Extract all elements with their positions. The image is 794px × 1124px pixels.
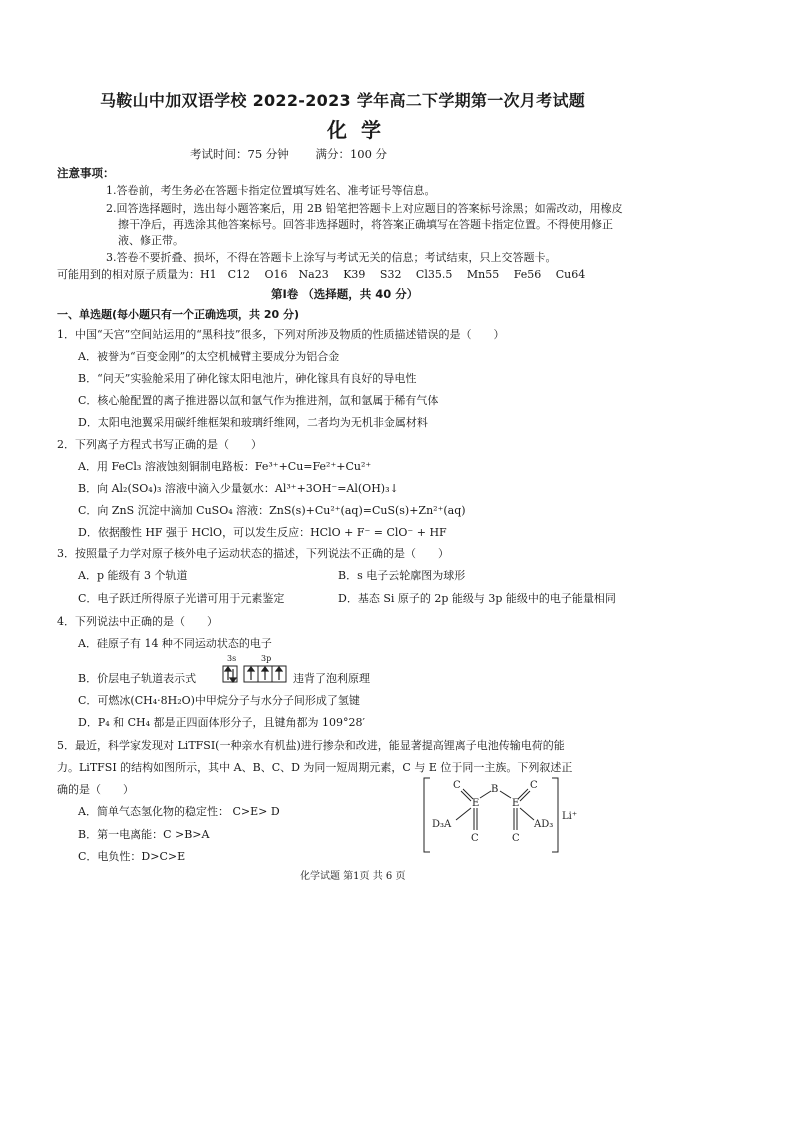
orbital-boxes bbox=[222, 664, 302, 688]
q2-option-b: B．向 Al₂(SO₄)₃ 溶液中滴入少量氨水：Al³⁺+3OH⁻=Al(OH)₃↓ bbox=[78, 482, 399, 495]
q5-option-a: A．简单气态氢化物的稳定性： C>E> D bbox=[78, 805, 280, 818]
q5-stem-3: 确的是（ ） bbox=[57, 783, 134, 796]
q5-stem-2: 力。LiTFSI 的结构如图所示，其中 A、B、C、D 为同一短周期元素，C 与 E 位于同一主族。下列叙述正 bbox=[57, 761, 573, 774]
q3-option-a: A．p 能级有 3 个轨道 bbox=[78, 569, 188, 582]
notes-heading: 注意事项： bbox=[57, 166, 115, 180]
q2-stem: 2．下列离子方程式书写正确的是（ ） bbox=[57, 438, 262, 451]
note-2c: 液、修正带。 bbox=[118, 234, 184, 247]
exam-info: 考试时间：75 分钟 满分：100 分 bbox=[190, 147, 388, 161]
structure-ad3: AD₃ bbox=[534, 819, 554, 830]
q1-stem: 1．中国“天宫”空间站运用的“黑科技”很多，下列对所涉及物质的性质描述错误的是（ ） bbox=[57, 328, 505, 341]
structure-e-left: E bbox=[472, 798, 480, 809]
structure-c-top-left: C bbox=[453, 780, 461, 791]
note-2b: 擦干净后，再选涂其他答案标号。回答非选择题时，将答案正确填写在答题卡指定位置。不得使用修正 bbox=[118, 218, 613, 231]
structure-c-bottom-right: C bbox=[512, 833, 520, 844]
page-footer: 化学试题 第1页 共 6 页 bbox=[300, 871, 406, 882]
q4-option-b-suffix: 违背了泡利原理 bbox=[293, 672, 370, 685]
q4-option-b-prefix: B．价层电子轨道表示式 bbox=[78, 672, 197, 685]
subject-title: 化学 bbox=[327, 118, 395, 142]
q2-option-a: A．用 FeCl₃ 溶液蚀刻铜制电路板：Fe³⁺+Cu=Fe²⁺+Cu²⁺ bbox=[78, 460, 372, 473]
orbital-diagram bbox=[222, 654, 302, 688]
q4-option-d: D．P₄ 和 CH₄ 都是正四面体形分子，且键角都为 109°28′ bbox=[78, 716, 366, 729]
q5-option-c: C．电负性：D>C>E bbox=[78, 850, 186, 863]
note-2a: 2.回答选择题时，选出每小题答案后，用 2B 铅笔把答题卡上对应题目的答案标号涂黑；如需改动，用橡皮 bbox=[106, 202, 623, 215]
q1-option-d: D．太阳电池翼采用碳纤维框架和玻璃纤维网，二者均为无机非金属材料 bbox=[78, 416, 428, 429]
structure-c-bottom-left: C bbox=[471, 833, 479, 844]
q3-stem: 3．按照量子力学对原子核外电子运动状态的描述，下列说法不正确的是（ ） bbox=[57, 547, 449, 560]
note-3: 3.答卷不要折叠、损坏，不得在答题卡上涂写与考试无关的信息；考试结束，只上交答题卡。 bbox=[106, 251, 557, 264]
note-1: 1.答卷前，考生务必在答题卡指定位置填写姓名、准考证号等信息。 bbox=[106, 184, 436, 197]
q1-option-b: B．“问天”实验舱采用了砷化镓太阳电池片，砷化镓具有良好的导电性 bbox=[78, 372, 417, 385]
q5-stem-1: 5．最近，科学家发现对 LiTFSI(一种亲水有机盐)进行掺杂和改进，能显著提高锂离子电池传输电荷的能 bbox=[57, 739, 565, 752]
exam-title: 马鞍山中加双语学校 2022-2023 学年高二下学期第一次月考试题 bbox=[100, 91, 586, 110]
section-title: 第Ⅰ卷 （选择题，共 40 分） bbox=[271, 287, 419, 301]
q3-option-b: B．s 电子云轮廓图为球形 bbox=[338, 569, 466, 582]
q5-option-b: B．第一电离能：C >B>A bbox=[78, 828, 210, 841]
q1-option-a: A．被誉为“百变金刚”的太空机械臂主要成分为铝合金 bbox=[78, 350, 340, 363]
structure-li-ion: Li⁺ bbox=[562, 811, 578, 822]
orbital-3s-label: 3s bbox=[227, 654, 237, 663]
structure-b-center: B bbox=[491, 784, 499, 795]
part-one-heading: 一、单选题(每小题只有一个正确选项，共 20 分) bbox=[57, 308, 300, 321]
q2-option-c: C．向 ZnS 沉淀中滴加 CuSO₄ 溶液：ZnS(s)+Cu²⁺(aq)=CuS(s)+Zn²⁺(aq) bbox=[78, 504, 466, 517]
structure-d3a: D₃A bbox=[432, 819, 452, 830]
q4-stem: 4．下列说法中正确的是（ ） bbox=[57, 615, 218, 628]
q2-option-d: D．依据酸性 HF 强于 HClO，可以发生反应：HClO + F⁻ = ClO⁻ + HF bbox=[78, 526, 447, 539]
q3-option-d: D．基态 Si 原子的 2p 能级与 3p 能级中的电子能量相同 bbox=[338, 592, 616, 605]
q3-option-c: C．电子跃迁所得原子光谱可用于元素鉴定 bbox=[78, 592, 285, 605]
structure-c-top-right: C bbox=[530, 780, 538, 791]
litfsi-structure bbox=[418, 775, 578, 855]
orbital-3p-label: 3p bbox=[261, 654, 272, 663]
q1-option-c: C．核心舱配置的离子推进器以氙和氩气作为推进剂，氙和氩属于稀有气体 bbox=[78, 394, 439, 407]
atomic-masses: 可能用到的相对原子质量为：H1 C12 O16 Na23 K39 S32 Cl35.5 Mn55 Fe56 Cu64 bbox=[57, 268, 586, 281]
structure-e-right: E bbox=[512, 798, 520, 809]
q4-option-a: A．硅原子有 14 种不同运动状态的电子 bbox=[78, 637, 272, 650]
q4-option-c: C．可燃冰(CH₄·8H₂O)中甲烷分子与水分子间形成了氢键 bbox=[78, 694, 360, 707]
